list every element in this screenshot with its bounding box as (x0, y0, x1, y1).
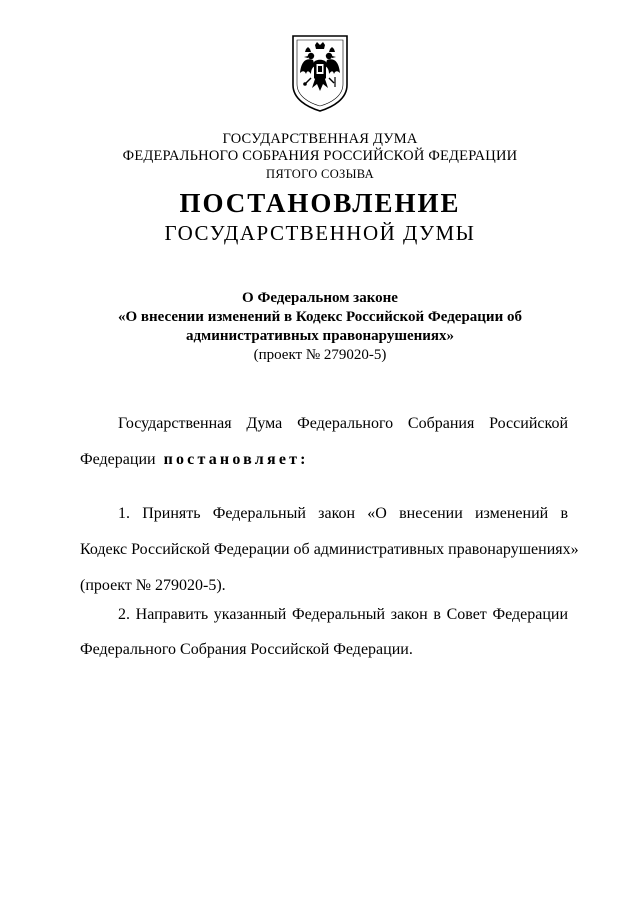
item-2-line-1: 2. Направить указанный Федеральный закон в Совет Федерации (118, 606, 568, 623)
header-line-3: ПЯТОГО СОЗЫВА (266, 167, 374, 181)
header-line-1: ГОСУДАРСТВЕННАЯ ДУМА (222, 131, 418, 147)
item-1-line-3: (проект № 279020-5). (80, 577, 226, 594)
intro-line-2-start: Федерации (80, 451, 156, 468)
coat-of-arms-icon (289, 33, 351, 113)
subject-project-number: (проект № 279020-5) (253, 347, 387, 363)
subject-line-1: О Федеральном законе (242, 290, 398, 306)
item-1-line-2: Кодекс Российской Федерации об административных правонарушениях» (80, 541, 579, 558)
header-line-2: ФЕДЕРАЛЬНОГО СОБРАНИЯ РОССИЙСКОЙ ФЕДЕРАЦИИ (122, 148, 518, 164)
intro-line-1: Государственная Дума Федерального Собрания Российской (118, 415, 568, 432)
resolution-verb: постановляет: (163, 451, 309, 468)
intro-line-2 (80, 451, 309, 469)
item-1-line-1: 1. Принять Федеральный закон «О внесении изменений в (118, 505, 568, 522)
document-subtitle: ГОСУДАРСТВЕННОЙ ДУМЫ (164, 221, 476, 245)
item-2-line-2: Федерального Собрания Российской Федерации. (80, 641, 413, 658)
subject-line-2: «О внесении изменений в Кодекс Российской Федерации об (118, 309, 522, 325)
subject-line-3: административных правонарушениях» (185, 328, 455, 344)
document-title: ПОСТАНОВЛЕНИЕ (179, 188, 461, 218)
